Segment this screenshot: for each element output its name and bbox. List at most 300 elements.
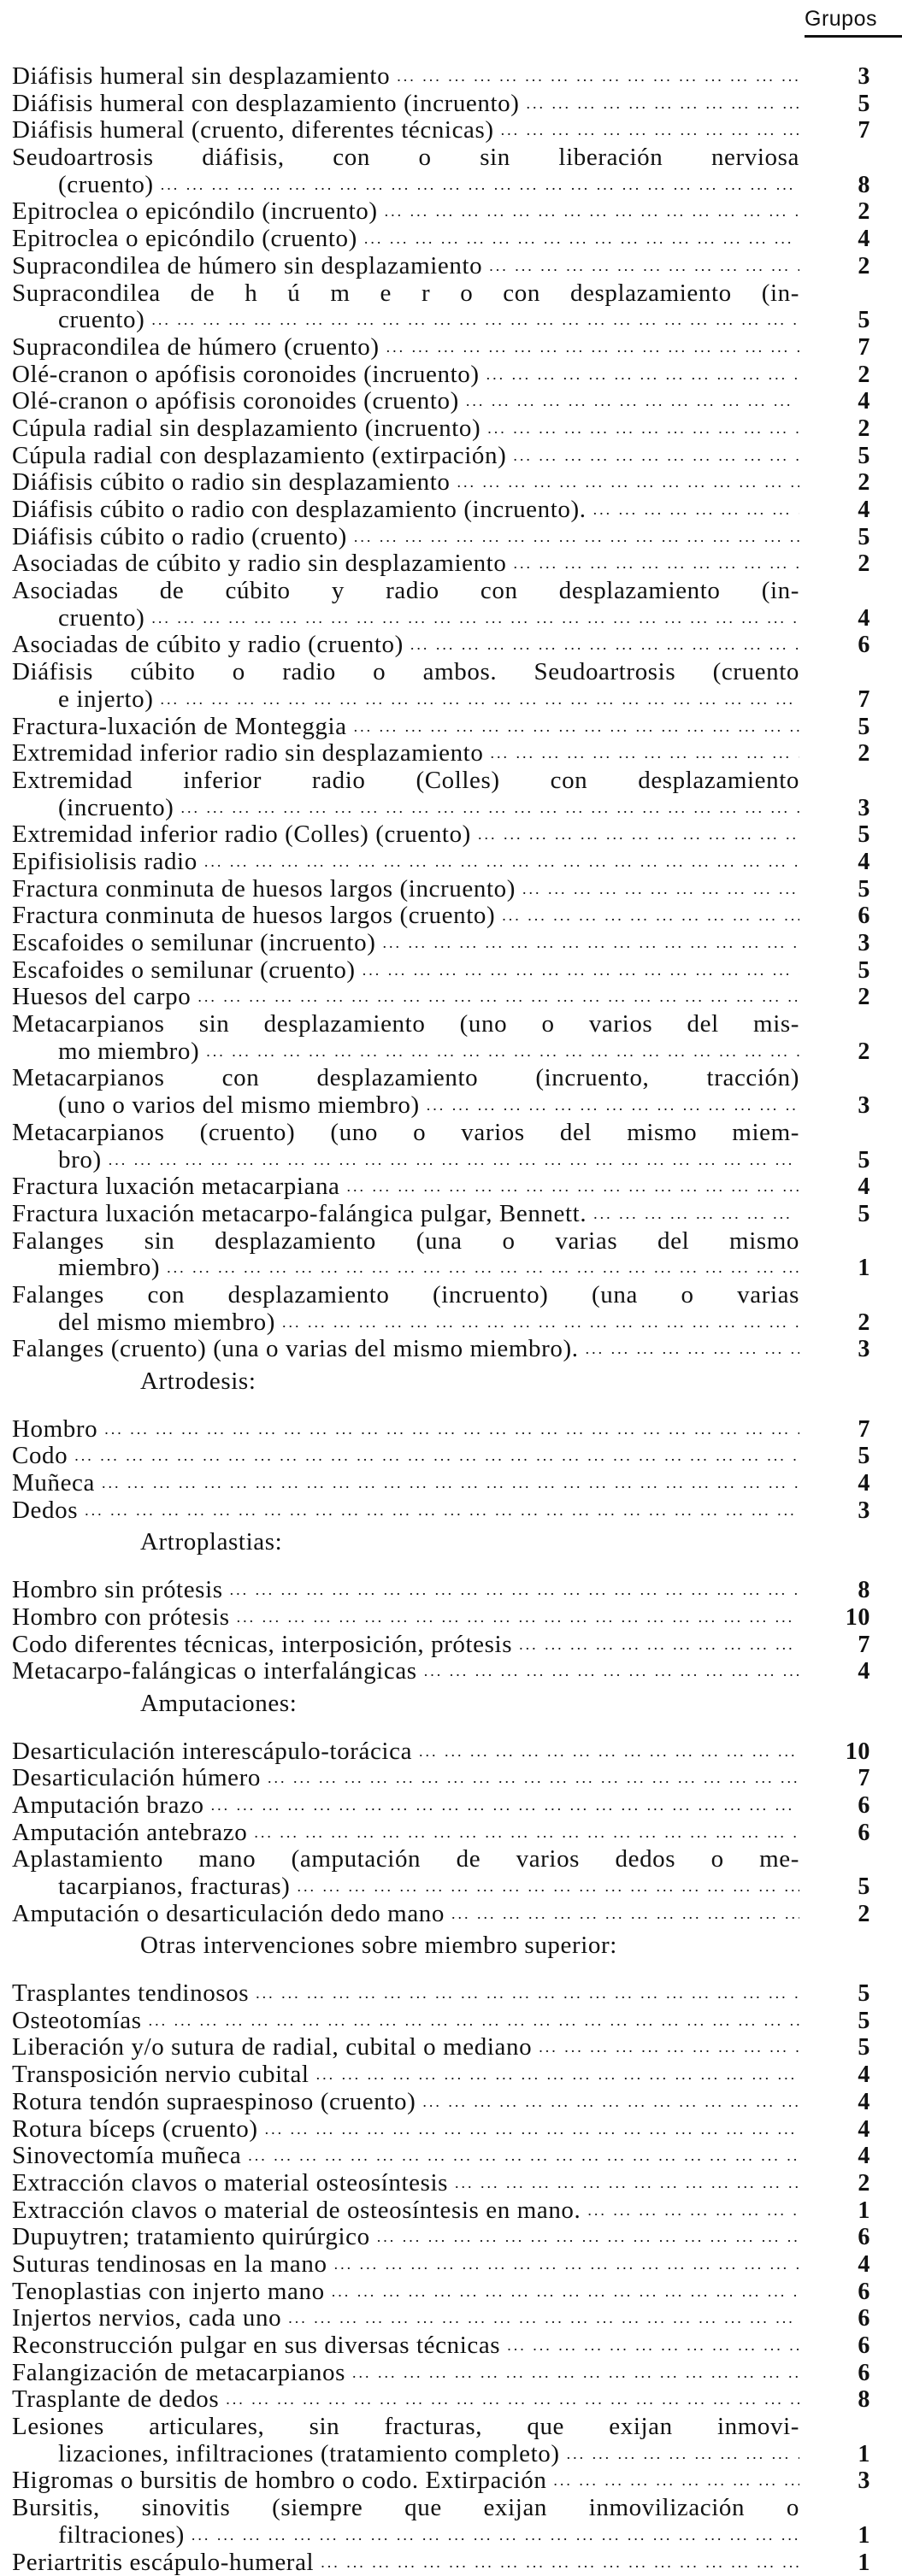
entry-line bbox=[12, 957, 867, 985]
procedure-text: Cúpula radial con desplazamiento (extirpación) bbox=[12, 443, 506, 470]
procedure-last-line bbox=[12, 2034, 799, 2061]
procedure-last-line bbox=[12, 1658, 799, 1685]
group-number: 1 bbox=[836, 2197, 870, 2225]
group-number: 5 bbox=[836, 957, 870, 985]
dot-leader bbox=[500, 2332, 799, 2360]
dot-leader bbox=[153, 686, 799, 714]
table-row bbox=[12, 1416, 867, 1444]
table-row bbox=[12, 821, 867, 849]
procedure-text: Diáfisis cúbito o radio (cruento) bbox=[12, 524, 347, 551]
procedure-last-line bbox=[12, 226, 799, 253]
grupos-column-label: Grupos bbox=[805, 7, 877, 32]
dot-leader bbox=[219, 2386, 799, 2414]
entry-line bbox=[12, 2441, 867, 2468]
group-number: 3 bbox=[836, 1497, 870, 1525]
table-row bbox=[12, 1282, 867, 1336]
group-number: 4 bbox=[836, 226, 870, 253]
dot-leader bbox=[102, 1147, 799, 1174]
group-number: 5 bbox=[836, 821, 870, 849]
entry-line bbox=[12, 1873, 867, 1901]
section bbox=[12, 1685, 867, 1928]
entry-line bbox=[12, 2224, 867, 2251]
entry-line bbox=[12, 2279, 867, 2306]
entry-line bbox=[12, 307, 867, 334]
group-number: 7 bbox=[836, 1765, 870, 1792]
procedure-last-line bbox=[12, 388, 799, 415]
table-row bbox=[12, 198, 867, 226]
procedure-last-line bbox=[12, 903, 799, 930]
procedure-text: Falanges sin desplazamiento (una o varias del mismo bbox=[12, 1228, 799, 1256]
procedure-text: mo miembro) bbox=[58, 1038, 199, 1066]
procedure-text: Epitroclea o epicóndilo (incruento) bbox=[12, 198, 378, 226]
procedure-text: (cruento) bbox=[58, 172, 154, 199]
group-number: 4 bbox=[836, 849, 870, 876]
entry-line bbox=[12, 1092, 867, 1120]
procedure-text: Olé-cranon o apófisis coronoides (incruento) bbox=[12, 362, 480, 389]
procedure-text: Diáfisis humeral (cruento, diferentes técnicas) bbox=[12, 117, 494, 144]
dot-leader bbox=[356, 957, 799, 985]
procedure-text: cruento) bbox=[58, 307, 144, 334]
dot-leader bbox=[445, 1901, 799, 1928]
procedure-last-line bbox=[12, 253, 799, 280]
group-number: 5 bbox=[836, 91, 870, 118]
entry-line bbox=[12, 497, 867, 524]
group-number: 6 bbox=[836, 2360, 870, 2387]
dot-leader bbox=[375, 930, 799, 957]
dot-leader bbox=[420, 1092, 799, 1120]
procedure-text: Diáfisis cúbito o radio o ambos. Seudoartrosis (cruento bbox=[12, 659, 799, 686]
procedure-text: Cúpula radial sin desplazamiento (incruento) bbox=[12, 415, 480, 443]
table-row bbox=[12, 1792, 867, 1820]
dot-leader bbox=[347, 714, 799, 741]
entry-line bbox=[12, 2386, 867, 2414]
entry-line bbox=[12, 2143, 867, 2170]
entry-line bbox=[12, 2089, 867, 2116]
group-number: 2 bbox=[836, 469, 870, 497]
procedure-last-line bbox=[12, 1604, 799, 1632]
procedure-last-line bbox=[12, 362, 799, 389]
procedure-text: Asociadas de cúbito y radio sin desplazamiento bbox=[12, 550, 506, 578]
procedure-last-line bbox=[12, 1443, 799, 1470]
table-row bbox=[12, 550, 867, 578]
entry-line bbox=[12, 1011, 867, 1038]
procedure-text: Reconstrucción pulgar en sus diversas técnicas bbox=[12, 2332, 500, 2360]
procedure-text: Hombro con prótesis bbox=[12, 1604, 230, 1632]
dot-leader bbox=[370, 2224, 799, 2251]
group-number: 2 bbox=[836, 1309, 870, 1337]
procedure-text: Aplastamiento mano (amputación de varios dedos o me- bbox=[12, 1846, 799, 1873]
entry-line bbox=[12, 795, 867, 822]
table-row bbox=[12, 740, 867, 768]
dot-leader bbox=[95, 1470, 799, 1497]
entry-line bbox=[12, 1765, 867, 1792]
table-row bbox=[12, 984, 867, 1011]
table-row bbox=[12, 2197, 867, 2225]
table-row bbox=[12, 957, 867, 985]
procedure-last-line bbox=[12, 714, 799, 741]
procedure-text: Extremidad inferior radio sin desplazamiento bbox=[12, 740, 483, 768]
table-row bbox=[12, 388, 867, 415]
dot-leader bbox=[378, 198, 799, 226]
procedure-text: Escafoides o semilunar (incruento) bbox=[12, 930, 375, 957]
group-number: 3 bbox=[836, 930, 870, 957]
group-number: 1 bbox=[836, 2550, 870, 2576]
entry-line bbox=[12, 2008, 867, 2035]
table-row bbox=[12, 2467, 867, 2495]
entry-line bbox=[12, 1632, 867, 1659]
procedure-last-line bbox=[12, 821, 799, 849]
dot-leader bbox=[404, 632, 799, 659]
group-number: 4 bbox=[836, 605, 870, 632]
table-row bbox=[12, 2386, 867, 2414]
dot-leader bbox=[185, 2522, 799, 2550]
entry-line bbox=[12, 144, 867, 172]
dot-leader bbox=[154, 172, 799, 199]
table-row bbox=[12, 1065, 867, 1119]
table-row bbox=[12, 1901, 867, 1928]
procedure-text: e injerto) bbox=[58, 686, 153, 714]
procedure-text: Injertos nervios, cada uno bbox=[12, 2305, 281, 2332]
group-number: 5 bbox=[836, 2008, 870, 2035]
group-number: 8 bbox=[836, 172, 870, 199]
group-number: 5 bbox=[836, 1201, 870, 1228]
entry-line bbox=[12, 2550, 867, 2576]
table-row bbox=[12, 1980, 867, 2008]
entry-line bbox=[12, 524, 867, 551]
dot-leader bbox=[204, 1792, 799, 1820]
dot-leader bbox=[340, 1173, 799, 1201]
procedure-last-line bbox=[12, 1336, 799, 1363]
group-number: 5 bbox=[836, 1147, 870, 1174]
dot-leader bbox=[290, 1873, 799, 1901]
procedure-text: Metacarpianos sin desplazamiento (uno o varios del mis- bbox=[12, 1011, 799, 1038]
procedure-last-line bbox=[12, 2360, 799, 2387]
group-number: 4 bbox=[836, 2061, 870, 2089]
procedure-last-line bbox=[58, 1255, 799, 1282]
dot-leader bbox=[325, 2279, 799, 2306]
table-row bbox=[12, 1470, 867, 1497]
dot-leader bbox=[520, 91, 799, 118]
dot-leader bbox=[78, 1497, 799, 1525]
group-number: 4 bbox=[836, 1658, 870, 1685]
procedure-last-line bbox=[12, 1820, 799, 1847]
section bbox=[12, 1363, 867, 1524]
table-row bbox=[12, 768, 867, 821]
dot-leader bbox=[448, 2170, 799, 2197]
procedure-text: del mismo miembro) bbox=[58, 1309, 275, 1337]
dot-leader bbox=[142, 2008, 799, 2035]
dot-leader bbox=[97, 1416, 799, 1444]
entry-line bbox=[12, 1038, 867, 1066]
procedure-text: Fractura luxación metacarpiana bbox=[12, 1173, 340, 1201]
procedure-last-line bbox=[12, 198, 799, 226]
table-row bbox=[12, 849, 867, 876]
group-number: 6 bbox=[836, 903, 870, 930]
dot-leader bbox=[310, 2061, 799, 2089]
procedure-last-line bbox=[12, 2143, 799, 2170]
entry-line bbox=[12, 172, 867, 199]
procedure-text: Codo bbox=[12, 1443, 68, 1470]
entry-line bbox=[12, 1120, 867, 1147]
table-row bbox=[12, 2360, 867, 2387]
entry-line bbox=[12, 280, 867, 308]
entry-line bbox=[12, 659, 867, 686]
procedure-last-line bbox=[12, 740, 799, 768]
entry-line bbox=[12, 2116, 867, 2144]
table-row bbox=[12, 2008, 867, 2035]
entry-line bbox=[12, 578, 867, 605]
procedure-text: tacarpianos, fracturas) bbox=[58, 1873, 290, 1901]
procedure-text: Diáfisis humeral con desplazamiento (incruento) bbox=[12, 91, 520, 118]
dot-leader bbox=[506, 443, 799, 470]
table-row bbox=[12, 524, 867, 551]
group-number: 4 bbox=[836, 2116, 870, 2144]
entry-line bbox=[12, 1577, 867, 1604]
procedure-text: Diáfisis cúbito o radio con desplazamiento (incruento). bbox=[12, 497, 587, 524]
table-row bbox=[12, 1658, 867, 1685]
dot-leader bbox=[174, 795, 799, 822]
dot-leader bbox=[450, 469, 799, 497]
table-row bbox=[12, 1201, 867, 1228]
dot-leader bbox=[587, 1201, 799, 1228]
group-number: 3 bbox=[836, 1092, 870, 1120]
table-row bbox=[12, 253, 867, 280]
entry-line bbox=[12, 198, 867, 226]
procedure-text: Fractura conminuta de huesos largos (incruento) bbox=[12, 876, 516, 903]
entry-line bbox=[12, 1901, 867, 1928]
table-row bbox=[12, 876, 867, 903]
dot-leader bbox=[327, 2251, 799, 2279]
group-number: 5 bbox=[836, 1873, 870, 1901]
procedure-last-line bbox=[12, 2061, 799, 2089]
entry-line bbox=[12, 2034, 867, 2061]
dot-leader bbox=[249, 1980, 799, 2008]
dot-leader bbox=[223, 1577, 799, 1604]
procedure-text: Liberación y/o sutura de radial, cubital o mediano bbox=[12, 2034, 532, 2061]
group-number: 5 bbox=[836, 2034, 870, 2061]
group-number: 2 bbox=[836, 198, 870, 226]
group-number: 2 bbox=[836, 253, 870, 280]
procedure-text: Falanges (cruento) (una o varias del mismo miembro). bbox=[12, 1336, 579, 1363]
table-row bbox=[12, 2170, 867, 2197]
table-row bbox=[12, 1846, 867, 1900]
group-number: 8 bbox=[836, 1577, 870, 1604]
dot-leader bbox=[357, 226, 799, 253]
procedure-last-line bbox=[12, 550, 799, 578]
procedure-last-line bbox=[12, 1980, 799, 2008]
dot-leader bbox=[144, 307, 799, 334]
procedure-last-line bbox=[58, 2522, 799, 2550]
entry-line bbox=[12, 849, 867, 876]
table-row bbox=[12, 63, 867, 91]
procedure-last-line bbox=[12, 1765, 799, 1792]
procedure-last-line bbox=[12, 849, 799, 876]
table-row bbox=[12, 1577, 867, 1604]
group-number: 6 bbox=[836, 2224, 870, 2251]
dot-leader bbox=[483, 740, 799, 768]
entry-line bbox=[12, 1173, 867, 1201]
entry-line bbox=[12, 443, 867, 470]
procedure-last-line bbox=[12, 2251, 799, 2279]
table-row bbox=[12, 1632, 867, 1659]
table-row bbox=[12, 2061, 867, 2089]
dot-leader bbox=[506, 550, 799, 578]
procedure-last-line bbox=[12, 930, 799, 957]
table-row bbox=[12, 2089, 867, 2116]
procedure-last-line bbox=[58, 1147, 799, 1174]
group-number: 5 bbox=[836, 307, 870, 334]
group-number: 7 bbox=[836, 117, 870, 144]
group-number: 5 bbox=[836, 443, 870, 470]
dot-leader bbox=[412, 1738, 799, 1766]
dot-leader bbox=[390, 63, 799, 91]
procedure-text: Epitroclea o epicóndilo (cruento) bbox=[12, 226, 357, 253]
procedure-text: Falangización de metacarpianos bbox=[12, 2360, 345, 2387]
entry-line bbox=[12, 334, 867, 362]
table-row bbox=[12, 91, 867, 118]
entry-line bbox=[12, 740, 867, 768]
procedure-last-line bbox=[12, 1792, 799, 1820]
procedure-text: Diáfisis humeral sin desplazamiento bbox=[12, 63, 390, 91]
entry-line bbox=[12, 2467, 867, 2495]
procedure-text: Metacarpianos (cruento) (uno o varios del mismo miem- bbox=[12, 1120, 799, 1147]
procedure-text: Olé-cranon o apófisis coronoides (cruento) bbox=[12, 388, 459, 415]
procedure-last-line bbox=[12, 1173, 799, 1201]
procedure-text: Desarticulación interescápulo-torácica bbox=[12, 1738, 412, 1766]
table-row bbox=[12, 1765, 867, 1792]
procedure-last-line bbox=[12, 984, 799, 1011]
group-number: 6 bbox=[836, 1820, 870, 1847]
entry-line bbox=[12, 1282, 867, 1309]
dot-leader bbox=[417, 1658, 799, 1685]
dot-leader bbox=[579, 1336, 799, 1363]
procedure-text: Lesiones articulares, sin fracturas, que exijan inmovi- bbox=[12, 2414, 799, 2441]
procedure-last-line bbox=[12, 1738, 799, 1766]
procedure-text: Escafoides o semilunar (cruento) bbox=[12, 957, 356, 985]
procedure-text: Bursitis, sinovitis (siempre que exijan inmovilización o bbox=[12, 2495, 799, 2522]
dot-leader bbox=[482, 253, 799, 280]
procedure-text: Huesos del carpo bbox=[12, 984, 191, 1011]
dot-leader bbox=[471, 821, 799, 849]
dot-leader bbox=[160, 1255, 799, 1282]
procedure-text: Extracción clavos o material osteosíntesis bbox=[12, 2170, 448, 2197]
procedure-last-line bbox=[58, 1038, 799, 1066]
procedure-last-line bbox=[12, 497, 799, 524]
procedure-text: Dupuytren; tratamiento quirúrgico bbox=[12, 2224, 370, 2251]
dot-leader bbox=[546, 2467, 799, 2495]
entry-line bbox=[12, 388, 867, 415]
group-number: 8 bbox=[836, 2386, 870, 2414]
procedure-last-line bbox=[12, 1497, 799, 1525]
procedure-text: Trasplante de dedos bbox=[12, 2386, 219, 2414]
dot-leader bbox=[494, 117, 799, 144]
table-row bbox=[12, 1604, 867, 1632]
procedure-text: Metacarpianos con desplazamiento (incruento, tracción) bbox=[12, 1065, 799, 1092]
table-row bbox=[12, 1228, 867, 1282]
table-row bbox=[12, 497, 867, 524]
procedure-last-line bbox=[12, 91, 799, 118]
entry-line bbox=[12, 91, 867, 118]
group-number: 2 bbox=[836, 2170, 870, 2197]
group-number: 4 bbox=[836, 1173, 870, 1201]
procedure-text: Muñeca bbox=[12, 1470, 95, 1497]
entry-line bbox=[12, 63, 867, 91]
group-number: 5 bbox=[836, 714, 870, 741]
procedure-text: Codo diferentes técnicas, interposición, prótesis bbox=[12, 1632, 512, 1659]
group-number: 3 bbox=[836, 795, 870, 822]
entry-line bbox=[12, 1470, 867, 1497]
procedure-last-line bbox=[58, 1873, 799, 1901]
procedure-text: Transposición nervio cubital bbox=[12, 2061, 310, 2089]
group-number: 1 bbox=[836, 2441, 870, 2468]
procedure-last-line bbox=[12, 2116, 799, 2144]
procedure-text: Tenoplastias con injerto mano bbox=[12, 2279, 325, 2306]
entry-line bbox=[12, 876, 867, 903]
procedure-text: Trasplantes tendinosos bbox=[12, 1980, 249, 2008]
table-row bbox=[12, 2251, 867, 2279]
procedure-text: Asociadas de cúbito y radio (cruento) bbox=[12, 632, 404, 659]
group-number: 4 bbox=[836, 497, 870, 524]
entry-line bbox=[12, 469, 867, 497]
table-row bbox=[12, 714, 867, 741]
procedure-text: Falanges con desplazamiento (incruento) (una o varias bbox=[12, 1282, 799, 1309]
procedure-last-line bbox=[12, 876, 799, 903]
dot-leader bbox=[416, 2089, 799, 2116]
dot-leader bbox=[532, 2034, 799, 2061]
section bbox=[12, 1524, 867, 1685]
dot-leader bbox=[261, 1765, 799, 1792]
entry-line bbox=[12, 1309, 867, 1337]
procedure-text: Extremidad inferior radio (Colles) con desplazamiento bbox=[12, 768, 799, 795]
table-row bbox=[12, 632, 867, 659]
entry-line bbox=[12, 362, 867, 389]
group-number: 4 bbox=[836, 1470, 870, 1497]
procedure-text: Supracondilea de húmero sin desplazamiento bbox=[12, 253, 482, 280]
group-number: 10 bbox=[836, 1738, 870, 1766]
dot-leader bbox=[480, 362, 799, 389]
table-row bbox=[12, 659, 867, 713]
procedure-last-line bbox=[12, 1632, 799, 1659]
group-number: 2 bbox=[836, 362, 870, 389]
entry-line bbox=[12, 2305, 867, 2332]
group-number: 7 bbox=[836, 1632, 870, 1659]
entry-line bbox=[12, 2170, 867, 2197]
procedure-last-line bbox=[12, 2008, 799, 2035]
procedure-last-line bbox=[58, 686, 799, 714]
procedure-last-line bbox=[12, 2386, 799, 2414]
procedure-text: Asociadas de cúbito y radio con desplazamiento (in- bbox=[12, 578, 799, 605]
entry-line bbox=[12, 1065, 867, 1092]
dot-leader bbox=[68, 1443, 799, 1470]
procedure-last-line bbox=[12, 2467, 799, 2495]
procedure-last-line bbox=[58, 172, 799, 199]
procedure-text: Amputación antebrazo bbox=[12, 1820, 247, 1847]
table-row bbox=[12, 1443, 867, 1470]
entry-line bbox=[12, 2061, 867, 2089]
group-number: 6 bbox=[836, 632, 870, 659]
procedure-text: Fractura-luxación de Monteggia bbox=[12, 714, 347, 741]
table-row bbox=[12, 1820, 867, 1847]
procedure-last-line bbox=[12, 2550, 799, 2576]
table-row bbox=[12, 2224, 867, 2251]
dot-leader bbox=[495, 903, 799, 930]
table-row bbox=[12, 1738, 867, 1766]
procedure-last-line bbox=[12, 1201, 799, 1228]
table-row bbox=[12, 2034, 867, 2061]
group-number: 5 bbox=[836, 876, 870, 903]
procedure-last-line bbox=[58, 1309, 799, 1337]
group-number: 2 bbox=[836, 415, 870, 443]
